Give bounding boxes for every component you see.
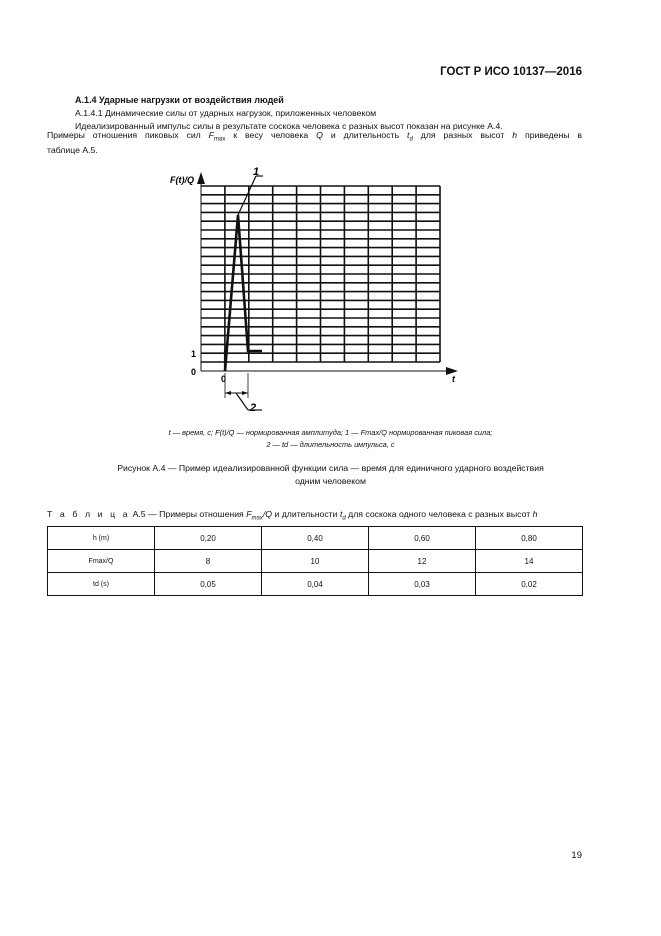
figure-caption-line1: Рисунок А.4 — Пример идеализированной функции сила — время для единичного ударного воздействия [117, 463, 544, 473]
x-origin-label: 0 [221, 374, 227, 384]
figure-caption-line2: одним человеком [295, 476, 366, 486]
paragraph-examples: Примеры отношения пиковых сил $F_{max}$ к весу человека Q и длительность $t_d$ для разных высот h приведены в [47, 130, 583, 143]
row-header: h (m) [48, 527, 155, 550]
callout-1-label: 1 [253, 166, 260, 178]
document-header: ГОСТ Р ИСО 10137—2016 [440, 66, 582, 78]
callout-2-leader [236, 393, 248, 410]
y-axis-arrow [197, 172, 205, 184]
table-cell: 0,20 [155, 527, 262, 550]
table-cell: 14 [476, 550, 583, 573]
table-cell: 0,03 [369, 573, 476, 596]
table-cell: 0,05 [155, 573, 262, 596]
table-cell: 0,80 [476, 527, 583, 550]
table-cell: 0,60 [369, 527, 476, 550]
paragraph-idealized-impulse: Идеализированный импульс силы в результате соскока человека с разных высот показан на рисунке А.4. [75, 121, 503, 131]
table-cell: 0,40 [262, 527, 369, 550]
table-cell: 10 [262, 550, 369, 573]
x-axis-label: t [452, 374, 455, 384]
table-cell: 12 [369, 550, 476, 573]
y-axis-label: F(t)/Q [170, 175, 194, 185]
examples-table [47, 526, 583, 596]
y-tick-zero: 0 [191, 367, 197, 377]
section-title: А.1.4 Ударные нагрузки от воздействия людей [75, 95, 284, 105]
figure-legend-line2: 2 — td — длительность импульса, c [266, 440, 395, 449]
table-title: Т а б л и ц а А.5 — Примеры отношения $F_{max}/Q$ и длительности $t_d$ для соскока одного человека с разных высот h [47, 509, 538, 522]
figure-legend-line1: t — время, c; F(t)/Q — нормированная амплитуда; 1 — Fmax/Q нормированная пиковая сила; [168, 428, 493, 437]
row-header: Fmax/Q [48, 550, 155, 573]
table-cell: 8 [155, 550, 262, 573]
table-row [48, 573, 583, 596]
table-row [48, 550, 583, 573]
figure-grid [201, 186, 440, 362]
callout-2-label: 2 [250, 402, 257, 414]
paragraph-dynamic-forces: А.1.4.1 Динамические силы от ударных нагрузок, приложенных человеком [75, 108, 377, 118]
force-time-figure [0, 0, 661, 440]
table-row [48, 527, 583, 550]
page-number: 19 [571, 850, 582, 861]
y-tick-one: 1 [191, 349, 197, 359]
table-cell: 0,04 [262, 573, 369, 596]
paragraph-table-ref: таблице А.5. [47, 145, 98, 155]
row-header: td (s) [48, 573, 155, 596]
table-cell: 0,02 [476, 573, 583, 596]
